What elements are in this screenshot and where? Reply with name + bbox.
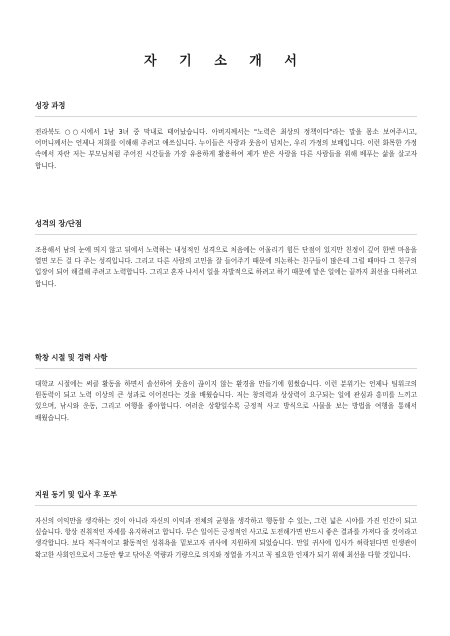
section-body: 대학교 시절에는 써클 활동을 하면서 솔선하여 웃음이 끊이지 않는 환경을 만들기에 힘썼습니다. 이런 분위기는 언제나 팀워크의 원동력이 되고 노력 이상의 큰 성과로 이어진다는 것을 배웠습니다. 저는 창의력과 상상력이 요구되는 일에 관심과 흥미를 느끼고 있으며, 낚시와 운동, 그리고 여행을 좋아합니다. 여러운 상황일수록 긍정적 사고 방식으로 사물을 보는 방법을 여행을 통해서 배웠습니다.	[35, 380, 417, 422]
section-heading: 학창 시절 및 경력 사항	[35, 353, 108, 362]
document-title: 자 기 소 개 서	[144, 54, 306, 69]
section-motivation	[35, 490, 417, 561]
section-personality	[35, 219, 417, 290]
section-growth	[35, 101, 417, 172]
section-body: 조용해서 남의 눈에 띄지 않고 뒤에서 노력하는 내성적인 성격으로 처음에는 어울리기 힘든 단점이 있지만 친정이 깊어 한번 마음을 열면 모든 걸 다 주는 성격입니다. 그리고 다른 사람의 고민을 잘 들어주기 때문에 의논하는 친구들이 많은데 그럴 때마다 그 친구의 입장이 되어 해결해 주려고 노력합니다. 그리고 혼자 나서서 일을 자발적으로 하려고 하기 때문에 맡은 일에는 끝까지 최선을 다하려고 합니다.	[35, 246, 417, 288]
section-heading: 성격의 장/단점	[35, 219, 82, 228]
section-divider	[35, 234, 417, 235]
section-body: 자신의 이익만을 생각하는 것이 아니라 자신의 이익과 전체의 균형을 생각하고 행동할 수 있는, 그런 넓은 시야를 가진 인간이 되고 싶습니다. 항상 진취적인 자세를 유지하려고 합니다. 무슨 일이든 긍정적인 사고로 도전해가면 반드시 좋은 결과를 가져다 줄 것이라고 생각합니다. 보다 적극적이고 활동적인 성취욕을 밑보고자 귀사에 지원하게 되었습니다. 만일 귀사에 입사가 허락된다면 인생관이 확고한 사회인으로서 그동안 쌓고 닦아온 역량과 기량으로 의지와 정열을 가지고 꼭 필요한 인재가 되기 위해 최선을 다할 것입니다.	[35, 517, 417, 559]
section-divider	[35, 368, 417, 369]
section-divider	[35, 116, 417, 117]
section-school-career	[35, 353, 417, 424]
section-body: 전라북도 ○○시에서 1남 3녀 중 막내로 태어났습니다. 아버지께서는 "노력은 최상의 정책이다"라는 말을 몸소 보여주시고, 어머니께서는 언제나 저희를 이해해 주려고 애쓰십니다. 누이들은 사랑과 웃음이 넘치는, 우리 가정의 보배입니다. 이런 화목한 가정 속에서 자란 저는 부모님처럼 주어진 시간들을 가장 유용하게 활용하여 제가 받은 사랑을 다른 사람들을 위해 베푸는 삶을 살고자 합니다.	[35, 128, 417, 170]
section-heading: 지원 동기 및 입사 후 포부	[35, 490, 117, 499]
section-divider	[35, 505, 417, 506]
section-heading: 성장 과정	[35, 101, 66, 110]
